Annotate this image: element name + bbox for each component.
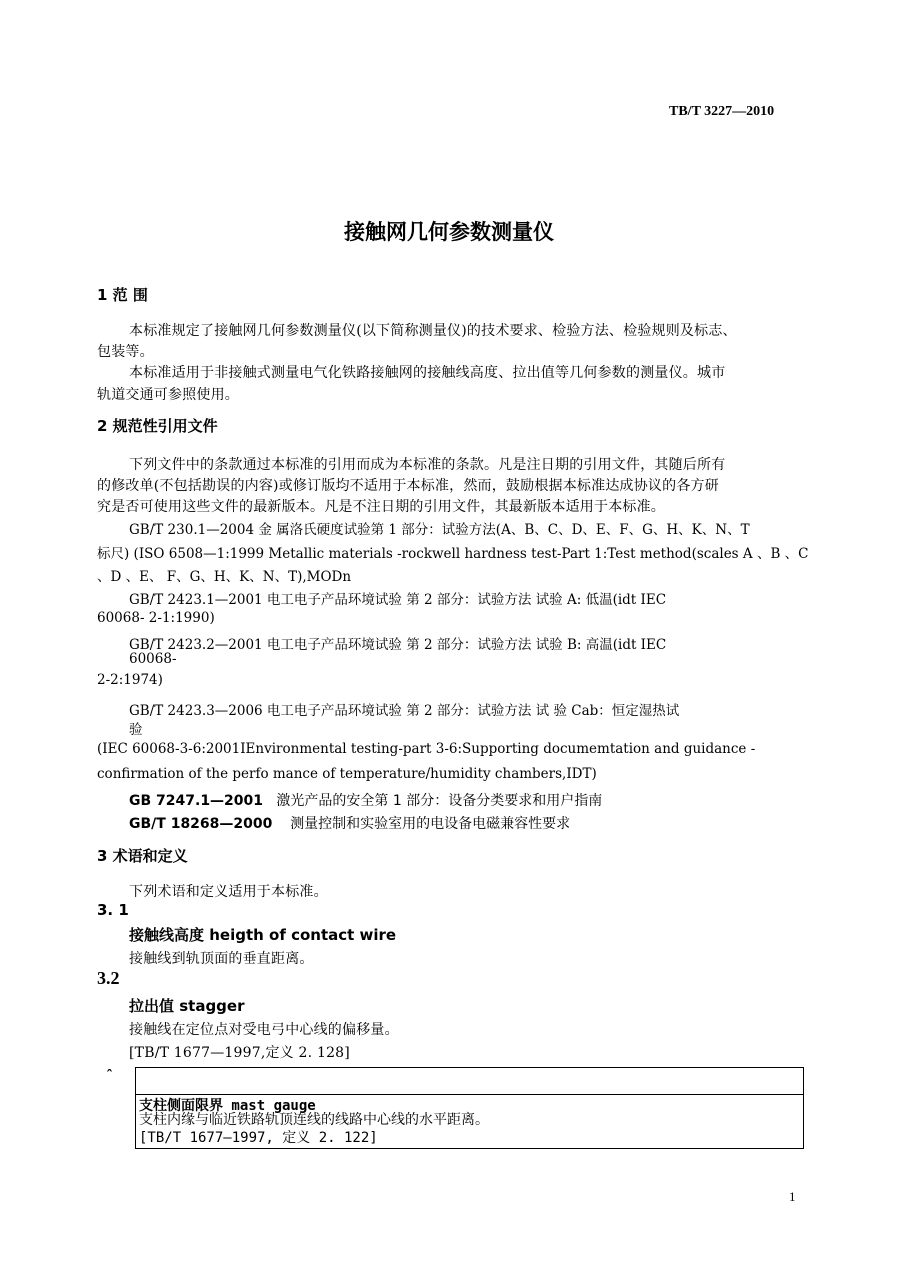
term-3-2-name: 拉出值 stagger <box>129 997 245 1015</box>
term-3-3-number-mark: ˆ <box>106 1068 113 1084</box>
reference-3-line-2: 60068- <box>129 651 177 667</box>
reference-6 <box>129 813 570 833</box>
reference-5-code: GB 7247.1—2001 <box>129 793 264 809</box>
section-1-heading: 1 范 围 <box>97 286 148 304</box>
term-3-3-source: [TB/T 1677—1997, 定义 2. 122] <box>139 1130 378 1146</box>
reference-5-title: 激光产品的安全第 1 部分：设备分类要求和用户指南 <box>276 793 603 809</box>
term-3-3-name: 支柱侧面限界 mast gauge <box>139 1098 316 1114</box>
term-3-1-name: 接触线高度 heigth of contact wire <box>129 926 397 944</box>
reference-2-line-1: GB/T 2423.1—2001 电工电子产品环境试验 第 2 部分：试验方法 试验 A: 低温(idt IEC <box>129 592 667 608</box>
standard-number: TB/T 3227—2010 <box>669 104 775 119</box>
section-2-intro-line-2: 的修改单(不包括勘误的内容)或修订版均不适用于本标准，然而，鼓励根据本标准达成协议的各方研 <box>97 478 719 494</box>
term-3-1-definition: 接触线到轨顶面的垂直距离。 <box>129 951 314 967</box>
term-3-2-number: 3.2 <box>97 968 120 988</box>
term-3-3-box <box>135 1067 804 1149</box>
term-3-3-definition: 支柱内缘与临近铁路轨顶连线的线路中心线的水平距离。 <box>139 1112 489 1128</box>
term-3-1-number: 3. 1 <box>97 901 129 919</box>
reference-4-line-2: 验 <box>129 722 143 738</box>
reference-4-line-3: (IEC 60068-3-6:2001IEnvironmental testing-part 3-6:Supporting documemtation and guidance - <box>97 741 756 757</box>
term-3-2-definition: 接触线在定位点对受电弓中心线的偏移量。 <box>129 1022 399 1038</box>
reference-4-line-1: GB/T 2423.3—2006 电工电子产品环境试验 第 2 部分：试验方法 试 验 Cab：恒定湿热试 <box>129 703 680 719</box>
term-3-2-source: [TB/T 1677—1997,定义 2. 128] <box>129 1045 350 1061</box>
section-2-intro-line-1: 下列文件中的条款通过本标准的引用而成为本标准的条款。凡是注日期的引用文件，其随后所有 <box>129 457 726 473</box>
section-3-heading: 3 术语和定义 <box>97 847 188 865</box>
reference-6-title: 测量控制和实验室用的电设备电磁兼容性要求 <box>290 816 571 832</box>
reference-1-line-2: 标尺) (ISO 6508—1:1999 Metallic materials -rockwell hardness test-Part 1:Test method(scales A 、B 、C <box>97 546 809 562</box>
reference-5 <box>129 790 602 810</box>
reference-6-code: GB/T 18268—2000 <box>129 816 273 832</box>
reference-3-line-3: 2-2:1974) <box>97 672 163 688</box>
reference-2-line-2: 60068- 2-1:1990) <box>97 610 215 626</box>
reference-1-line-3: 、D 、E、 F、G、H、K、N、T),MODn <box>97 569 352 585</box>
section-2-intro-line-3: 究是否可使用这些文件的最新版本。凡是不注日期的引用文件，其最新版本适用于本标准。 <box>97 499 665 515</box>
page-number: 1 <box>789 1189 796 1204</box>
reference-1-line-1: GB/T 230.1—2004 金 属洛氏硬度试验第 1 部分：试验方法(A、B、C、D、E、F、G、H、K、N、T <box>129 522 750 538</box>
document-title: 接触网几何参数测量仪 <box>344 220 554 244</box>
reference-4-line-4: confirmation of the perfo mance of temperature/humidity chambers,IDT) <box>97 766 597 782</box>
reference-3-line-1: GB/T 2423.2—2001 电工电子产品环境试验 第 2 部分：试验方法 试验 B: 高温(idt IEC <box>129 637 667 653</box>
section-1-paragraph-1-line-1: 本标准规定了接触网几何参数测量仪(以下简称测量仪)的技术要求、检验方法、检验规则及标志、 <box>129 323 737 339</box>
section-1-paragraph-2-line-1: 本标准适用于非接触式测量电气化铁路接触网的接触线高度、拉出值等几何参数的测量仪。城市 <box>129 365 726 381</box>
section-2-heading: 2 规范性引用文件 <box>97 417 218 435</box>
section-3-intro: 下列术语和定义适用于本标准。 <box>129 884 328 900</box>
section-1-paragraph-1-line-2: 包装等。 <box>97 344 154 360</box>
section-1-paragraph-2-line-2: 轨道交通可参照使用。 <box>97 387 239 403</box>
